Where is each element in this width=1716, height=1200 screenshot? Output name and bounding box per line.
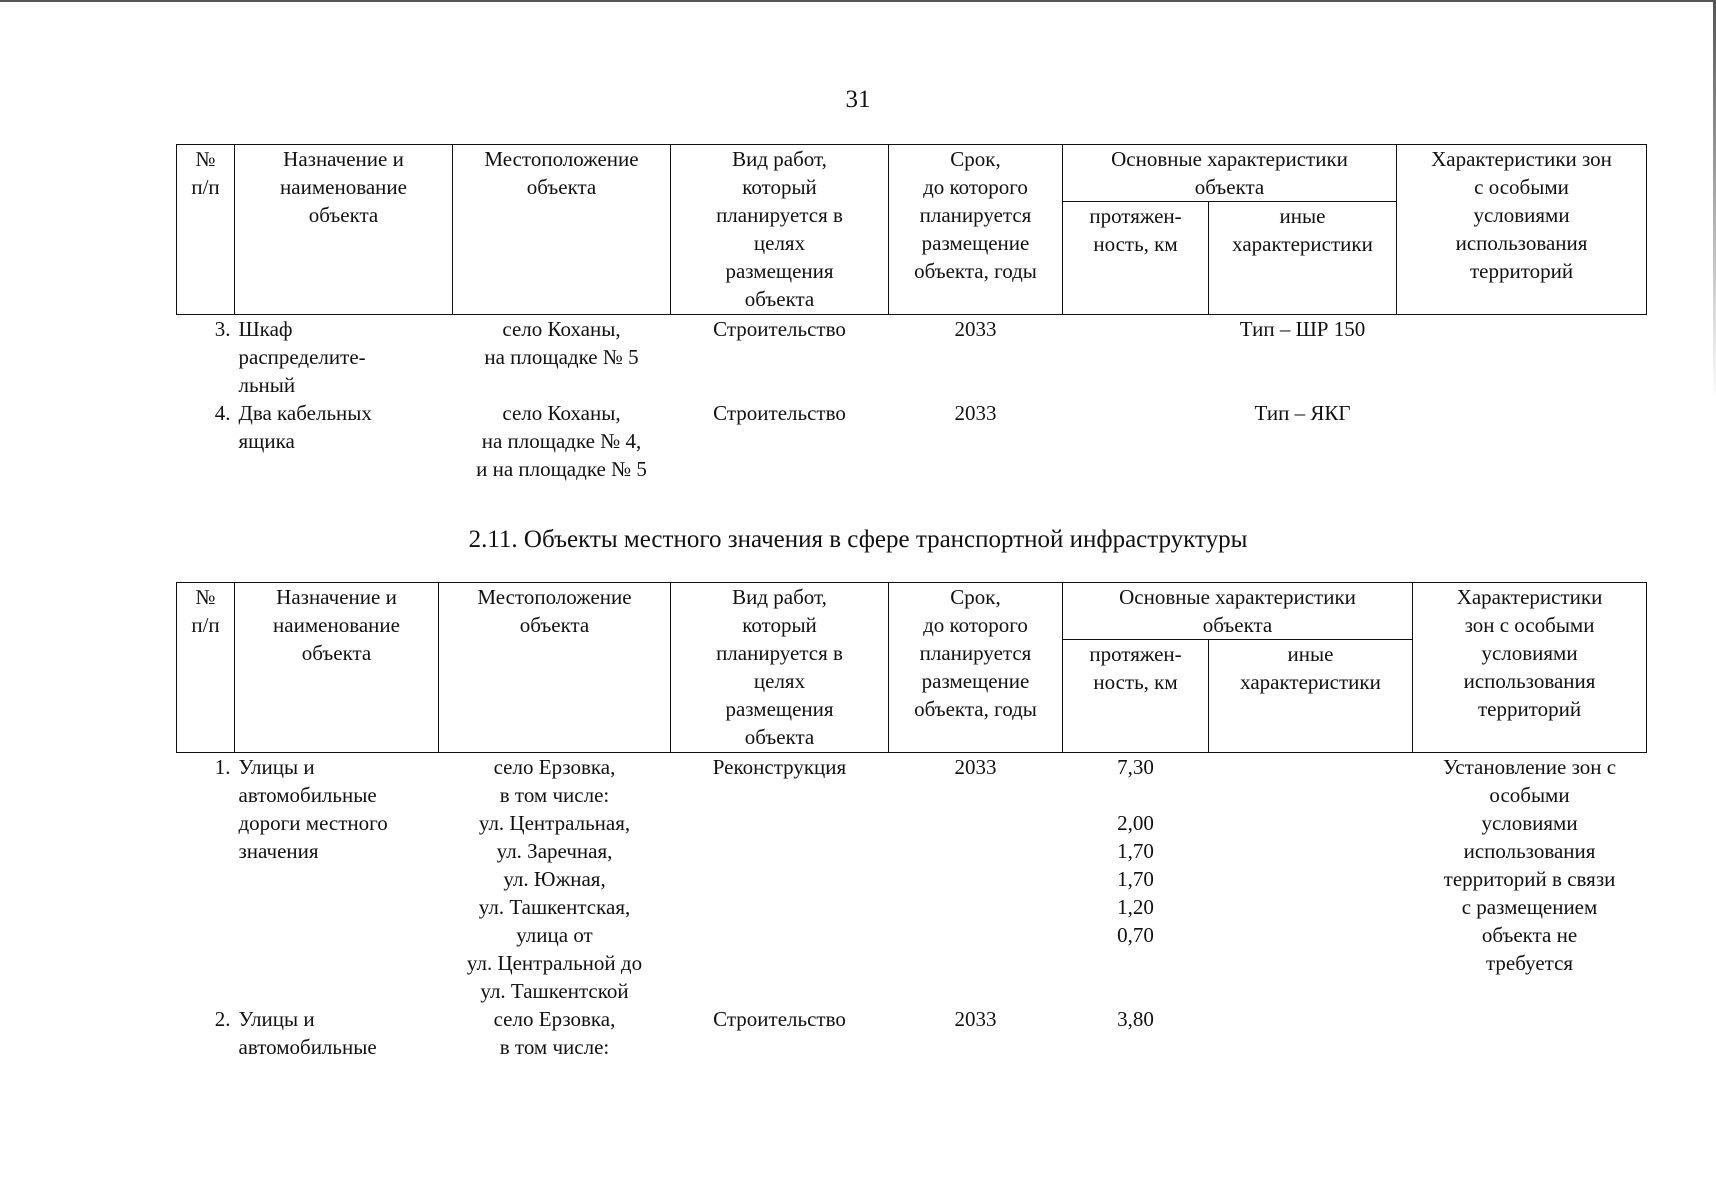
row-num: 4. bbox=[214, 401, 231, 425]
col-header-work: Вид работ, который планируется в целях размещения объекта bbox=[671, 145, 889, 315]
page-number: 31 bbox=[845, 86, 871, 113]
col-header-term: Срок, до которого планируется размещение объекта, годы bbox=[889, 145, 1063, 315]
table-row bbox=[177, 753, 1647, 1006]
row-zones bbox=[1413, 1005, 1647, 1061]
row-name: Шкаф распределите- льный bbox=[238, 317, 366, 397]
col-header-length: протяжен- ность, км bbox=[1063, 640, 1209, 753]
table-power-objects bbox=[176, 144, 1647, 483]
col-header-location: Местоположение объекта bbox=[439, 583, 671, 753]
row-term: 2033 bbox=[954, 401, 997, 425]
col-header-zones: Характеристики зон с особыми условиями использования территорий bbox=[1413, 583, 1647, 753]
col-header-name: Назначение и наименование объекта bbox=[235, 145, 453, 315]
row-other bbox=[1209, 1005, 1413, 1061]
row-length bbox=[1063, 399, 1209, 483]
row-other bbox=[1209, 753, 1413, 1006]
row-location: село Коханы, на площадке № 4, и на площадке № 5 bbox=[476, 401, 647, 481]
row-work: Строительство bbox=[713, 1007, 846, 1031]
col-header-other: иные характеристики bbox=[1209, 640, 1413, 753]
col-header-num: № п/п bbox=[177, 145, 235, 315]
row-num: 1. bbox=[214, 755, 231, 779]
section-title: 2.11. Объекты местного значения в сфере транспортной инфраструктуры bbox=[468, 526, 1248, 553]
col-header-num: № п/п bbox=[177, 583, 235, 753]
col-header-main-characteristics: Основные характеристики объекта bbox=[1063, 145, 1397, 202]
col-header-length: протяжен- ность, км bbox=[1063, 202, 1209, 315]
table-row bbox=[177, 315, 1647, 400]
col-header-zones: Характеристики зон с особыми условиями использования территорий bbox=[1397, 145, 1647, 315]
row-location: село Коханы, на площадке № 5 bbox=[484, 317, 639, 369]
row-other: Тип – ЯКГ bbox=[1254, 401, 1351, 425]
row-work: Реконструкция bbox=[712, 755, 847, 779]
col-header-location: Местоположение объекта bbox=[453, 145, 671, 315]
row-term: 2033 bbox=[954, 1007, 997, 1031]
row-location: село Ерзовка, в том числе: bbox=[493, 1007, 616, 1059]
row-length: 7,30 2,00 1,70 1,70 1,20 0,70 bbox=[1117, 755, 1154, 947]
row-term: 2033 bbox=[954, 755, 997, 779]
scan-edge-top bbox=[0, 0, 1716, 2]
row-length bbox=[1063, 315, 1209, 400]
col-header-work: Вид работ, который планируется в целях размещения объекта bbox=[671, 583, 889, 753]
row-num: 2. bbox=[214, 1007, 231, 1031]
table-row bbox=[177, 399, 1647, 483]
row-name: Улицы и автомобильные bbox=[238, 1007, 377, 1059]
table-header-row bbox=[177, 145, 1647, 202]
table-row bbox=[177, 1005, 1647, 1061]
row-term: 2033 bbox=[954, 317, 997, 341]
row-name: Два кабельных ящика bbox=[238, 401, 372, 453]
col-header-other: иные характеристики bbox=[1209, 202, 1397, 315]
row-zones bbox=[1397, 399, 1647, 483]
row-zones bbox=[1397, 315, 1647, 400]
row-zones: Установление зон с особыми условиями использования территорий в связи с размещением объекта не требуется bbox=[1442, 755, 1617, 975]
row-location: село Ерзовка, в том числе: ул. Центральная, ул. Заречная, ул. Южная, ул. Ташкентская, улица от ул. Центральной до ул. Ташкентской bbox=[466, 755, 643, 1003]
col-header-main-characteristics: Основные характеристики объекта bbox=[1063, 583, 1413, 640]
row-length: 3,80 bbox=[1117, 1007, 1154, 1031]
table-transport-objects bbox=[176, 582, 1647, 1061]
row-work: Строительство bbox=[713, 317, 846, 341]
row-num: 3. bbox=[214, 317, 231, 341]
col-header-term: Срок, до которого планируется размещение объекта, годы bbox=[889, 583, 1063, 753]
row-name: Улицы и автомобильные дороги местного значения bbox=[238, 755, 388, 863]
row-other: Тип – ШР 150 bbox=[1239, 317, 1366, 341]
table-header-row bbox=[177, 583, 1647, 640]
row-work: Строительство bbox=[713, 401, 846, 425]
col-header-name: Назначение и наименование объекта bbox=[235, 583, 439, 753]
